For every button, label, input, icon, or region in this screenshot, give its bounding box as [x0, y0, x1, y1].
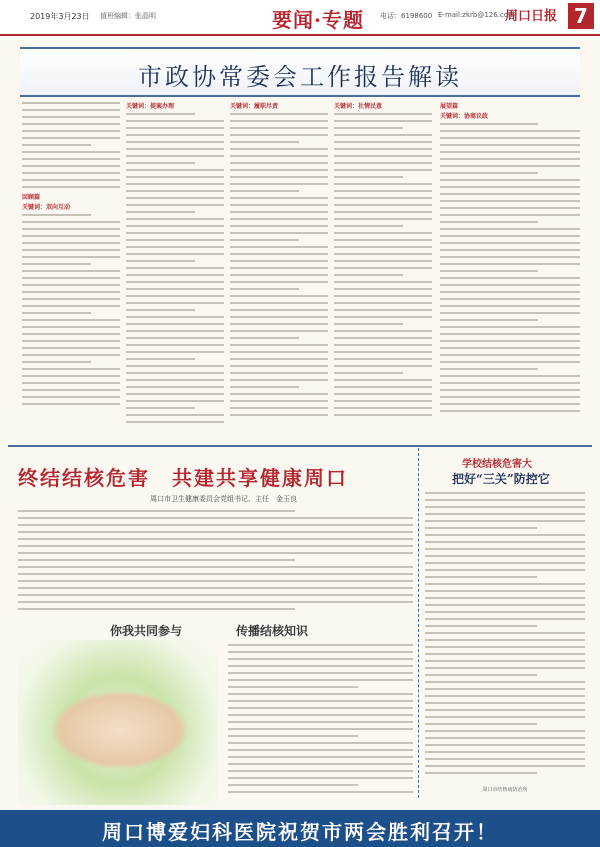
keyword-label: 关键词：协商议政 — [440, 113, 489, 120]
article1-column-2 — [126, 100, 224, 440]
text-lines — [230, 111, 328, 419]
footer-title: 周口博爱妇科医院祝贺市两会胜利召开！ — [102, 820, 498, 844]
article2-headline: 终结结核危害 共建共享健康周口 — [18, 466, 348, 490]
page-number: 7 — [568, 3, 594, 29]
article-title: 市政协常委会工作报告解读 — [138, 63, 462, 91]
text-lines — [228, 642, 413, 796]
section-title: 要闻·专题 — [272, 8, 364, 32]
kit-title-right: 传播结核知识 — [236, 624, 309, 638]
subhead-outlook: 展望篇 — [440, 103, 459, 110]
text-lines — [22, 100, 120, 191]
kit-title-left: 你我共同参与 — [110, 624, 183, 638]
sidebar-title-2: 把好“三关”防控它 — [452, 472, 550, 486]
text-lines — [126, 111, 224, 426]
keyword-label: 关键词：提案办理 — [126, 103, 175, 110]
keyword-label: 关键词：社情民意 — [334, 103, 383, 110]
text-lines — [22, 212, 120, 408]
article2-byline: 周口市卫生健康委员会党组书记、主任 金玉良 — [150, 495, 297, 503]
text-lines — [440, 121, 580, 415]
article1-column-1 — [22, 100, 120, 440]
keyword-label: 关键词：履职尽责 — [230, 103, 279, 110]
page-header — [0, 0, 600, 36]
masthead-logo: 周口日报 — [505, 9, 558, 24]
article2-body — [18, 508, 413, 618]
hotline: 电话：6198600 — [380, 12, 433, 20]
article1-column-5 — [440, 100, 580, 440]
text-lines — [334, 111, 432, 419]
text-lines — [18, 508, 413, 613]
subhead-review: 回顾篇 — [22, 194, 41, 201]
footer-ad-banner — [0, 810, 600, 847]
email: E-mail:zkrb@126.com — [438, 11, 515, 19]
article1-column-3 — [230, 100, 328, 440]
hand-illustration — [50, 690, 190, 770]
keyword-label: 关键词：双向互动 — [22, 204, 71, 211]
article1-column-4 — [334, 100, 432, 440]
duty-editor: 值班编辑：张晶明 — [100, 12, 156, 20]
sidebar-body — [425, 490, 585, 780]
issue-date: 2019年3月23日 — [30, 12, 90, 21]
article-banner — [20, 47, 580, 97]
sidebar-title-1: 学校结核危害大 — [462, 459, 532, 470]
text-lines — [425, 490, 585, 777]
kit-body — [228, 642, 413, 802]
sidebar-footer: 周口市结核病防治所 — [482, 787, 528, 793]
